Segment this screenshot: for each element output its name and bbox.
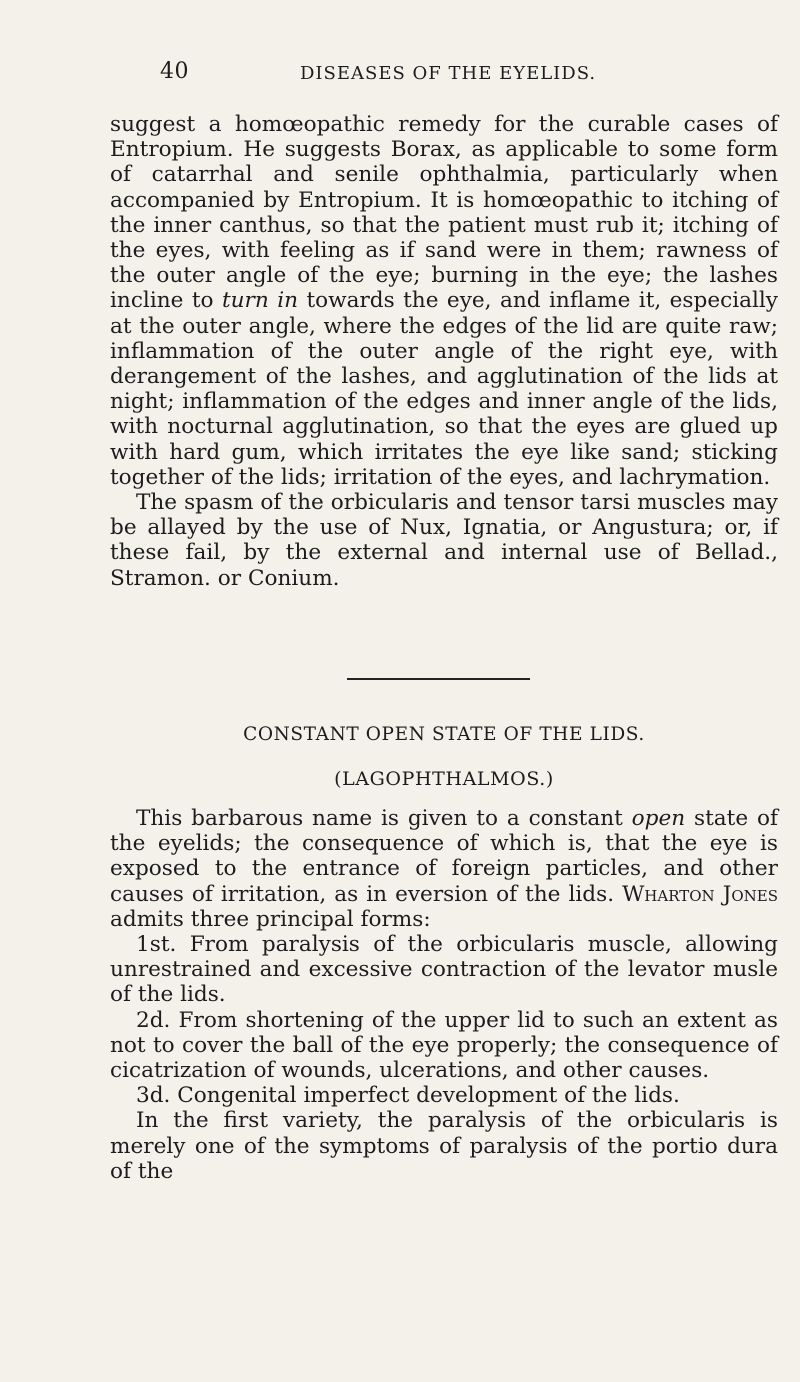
- paragraph-4: In the first variety, the paralysis of the orbicularis is merely one of the symptoms of paralysis of the portio dura of the: [110, 1108, 778, 1184]
- paragraph-2: The spasm of the orbicularis and tensor tarsi muscles may be allayed by the use of Nux, Ignatia, or Angustura; or, if these fail, by the external and internal use of Bellad., Stramon. or Conium.: [110, 490, 778, 591]
- author-name: Wharton Jones: [622, 881, 779, 907]
- text-block-top: [110, 112, 778, 591]
- section-title: CONSTANT OPEN STATE OF THE LIDS.: [243, 724, 645, 745]
- paragraph-1: suggest a homœopathic remedy for the curable cases of Entropium. He suggests Borax, as applicable to some form of catarrhal and senile ophthalmia, particularly when accompanied by Entropium. It is homœopathic to itching of the inner canthus, so that the patient must rub it; itching of the eyes, with feeling as if sand were in them; rawness of the outer angle of the eye; burning in the eye; the lashes incline to turn in towards the eye, and inflame it, especially at the outer angle, where the edges of the lid are quite raw; inflammation of the outer angle of the right eye, with derangement of the lashes, and agglutination of the lids at night; inflammation of the edges and inner angle of the lids, with nocturnal agglutination, so that the eyes are glued up with hard gum, which irritates the eye like sand; sticking together of the lids; irritation of the eyes, and lachrymation.: [110, 112, 779, 490]
- page-number: 40: [160, 59, 189, 84]
- list-item: 1st. From paralysis of the orbicularis muscle, allowing unrestrained and excessive contraction of the levator musle of the lids.: [110, 932, 778, 1008]
- text-block-bottom: [110, 806, 778, 1184]
- running-title: DISEASES OF THE EYELIDS.: [300, 63, 597, 84]
- paragraph-3: This barbarous name is given to a constant open state of the eyelids; the consequence of which is, that the eye is exposed to the entrance of foreign particles, and other causes of irritation, as in eversion of the lids. Wharton Jones admits three principal forms:: [110, 806, 779, 932]
- section-divider: [347, 678, 530, 680]
- emphasis-open: open: [631, 806, 686, 831]
- list-item: 3d. Congenital imperfect development of the lids.: [136, 1083, 680, 1109]
- section-subtitle: (LAGOPHTHALMOS.): [334, 768, 554, 790]
- list-item: 2d. From shortening of the upper lid to such an extent as not to cover the ball of the eye properly; the consequence of cicatrization of wounds, ulcerations, and other causes.: [110, 1007, 778, 1084]
- emphasis-turn-in: turn in: [221, 288, 299, 314]
